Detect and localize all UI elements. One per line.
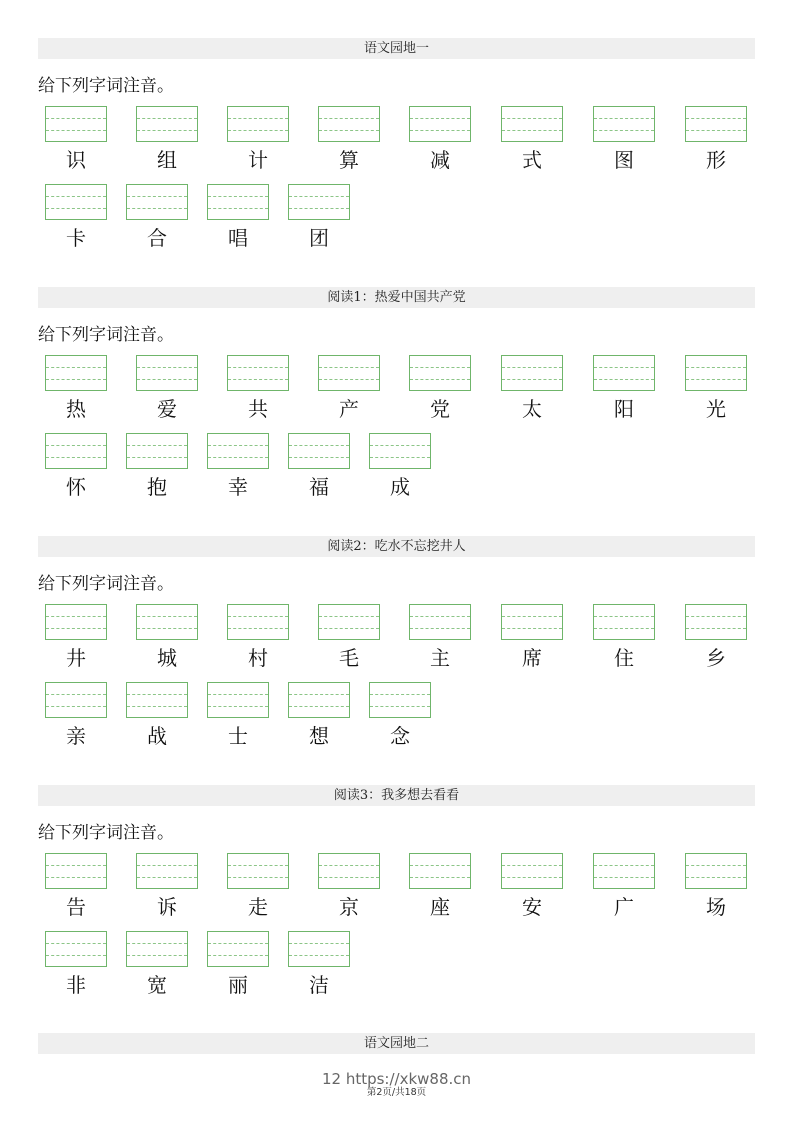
pinyin-writing-box[interactable] <box>136 106 198 142</box>
instruction-text: 给下列字词注音。 <box>38 823 174 843</box>
hanzi-character: 太 <box>522 397 542 421</box>
pinyin-writing-box[interactable] <box>288 682 350 718</box>
pinyin-writing-box[interactable] <box>227 106 289 142</box>
guide-line <box>410 367 470 368</box>
hanzi-character: 阳 <box>614 397 634 421</box>
guide-line <box>289 955 349 956</box>
hanzi-character: 形 <box>706 148 726 172</box>
guide-line <box>410 865 470 866</box>
pinyin-writing-box[interactable] <box>136 355 198 391</box>
guide-line <box>228 367 288 368</box>
hanzi-character: 共 <box>248 397 268 421</box>
hanzi-character: 安 <box>522 895 542 919</box>
pinyin-writing-box[interactable] <box>593 604 655 640</box>
hanzi-character: 乡 <box>706 646 726 670</box>
pinyin-writing-box[interactable] <box>45 682 107 718</box>
pinyin-writing-box[interactable] <box>45 184 107 220</box>
guide-line <box>502 628 562 629</box>
hanzi-character: 毛 <box>339 646 359 670</box>
instruction-text: 给下列字词注音。 <box>38 76 174 96</box>
hanzi-character: 广 <box>614 895 634 919</box>
guide-line <box>46 445 106 446</box>
guide-line <box>208 943 268 944</box>
page-indicator: 第2页/共18页 <box>366 1087 427 1098</box>
guide-line <box>127 457 187 458</box>
guide-line <box>46 367 106 368</box>
instruction-text: 给下列字词注音。 <box>38 325 174 345</box>
pinyin-writing-box[interactable] <box>685 604 747 640</box>
guide-line <box>686 865 746 866</box>
pinyin-writing-box[interactable] <box>227 853 289 889</box>
guide-line <box>208 457 268 458</box>
footer-watermark: 12 https://xkw88.cn <box>321 1070 472 1088</box>
guide-line <box>137 379 197 380</box>
pinyin-writing-box[interactable] <box>207 682 269 718</box>
hanzi-character: 合 <box>147 226 167 250</box>
hanzi-character: 算 <box>339 148 359 172</box>
hanzi-character: 热 <box>66 397 86 421</box>
pinyin-writing-box[interactable] <box>369 682 431 718</box>
guide-line <box>208 694 268 695</box>
guide-line <box>46 379 106 380</box>
guide-line <box>289 445 349 446</box>
pinyin-writing-box[interactable] <box>685 853 747 889</box>
hanzi-character: 城 <box>157 646 177 670</box>
hanzi-character: 丽 <box>228 973 248 997</box>
hanzi-character: 住 <box>614 646 634 670</box>
hanzi-character: 唱 <box>228 226 248 250</box>
pinyin-writing-box[interactable] <box>501 853 563 889</box>
section-title: 阅读2：吃水不忘挖井人 <box>38 536 755 557</box>
guide-line <box>502 130 562 131</box>
pinyin-writing-box[interactable] <box>409 355 471 391</box>
pinyin-writing-box[interactable] <box>501 355 563 391</box>
guide-line <box>370 706 430 707</box>
guide-line <box>319 877 379 878</box>
guide-line <box>228 118 288 119</box>
hanzi-character: 士 <box>228 724 248 748</box>
guide-line <box>686 118 746 119</box>
guide-line <box>208 196 268 197</box>
guide-line <box>228 130 288 131</box>
guide-line <box>228 379 288 380</box>
guide-line <box>127 706 187 707</box>
pinyin-writing-box[interactable] <box>45 433 107 469</box>
pinyin-writing-box[interactable] <box>126 931 188 967</box>
hanzi-character: 卡 <box>66 226 86 250</box>
section-title: 语文园地一 <box>38 38 755 59</box>
guide-line <box>127 196 187 197</box>
guide-line <box>289 196 349 197</box>
guide-line <box>319 379 379 380</box>
guide-line <box>46 943 106 944</box>
guide-line <box>410 130 470 131</box>
guide-line <box>319 118 379 119</box>
pinyin-writing-box[interactable] <box>318 853 380 889</box>
guide-line <box>410 616 470 617</box>
guide-line <box>46 877 106 878</box>
pinyin-writing-box[interactable] <box>501 106 563 142</box>
section-title: 语文园地二 <box>38 1033 755 1054</box>
pinyin-writing-box[interactable] <box>45 604 107 640</box>
guide-line <box>502 379 562 380</box>
guide-line <box>502 865 562 866</box>
hanzi-character: 福 <box>309 475 329 499</box>
guide-line <box>46 208 106 209</box>
pinyin-writing-box[interactable] <box>318 355 380 391</box>
guide-line <box>137 616 197 617</box>
pinyin-writing-box[interactable] <box>126 184 188 220</box>
guide-line <box>46 865 106 866</box>
hanzi-character: 井 <box>66 646 86 670</box>
guide-line <box>137 118 197 119</box>
guide-line <box>46 706 106 707</box>
guide-line <box>686 367 746 368</box>
hanzi-character: 抱 <box>147 475 167 499</box>
hanzi-character: 战 <box>147 724 167 748</box>
hanzi-character: 想 <box>309 724 329 748</box>
guide-line <box>686 628 746 629</box>
guide-line <box>319 628 379 629</box>
pinyin-writing-box[interactable] <box>227 355 289 391</box>
pinyin-writing-box[interactable] <box>593 853 655 889</box>
hanzi-character: 计 <box>248 148 268 172</box>
guide-line <box>370 694 430 695</box>
guide-line <box>410 628 470 629</box>
hanzi-character: 告 <box>66 895 86 919</box>
hanzi-character: 减 <box>430 148 450 172</box>
guide-line <box>127 943 187 944</box>
guide-line <box>370 445 430 446</box>
hanzi-character: 场 <box>706 895 726 919</box>
guide-line <box>228 628 288 629</box>
guide-line <box>46 196 106 197</box>
pinyin-writing-box[interactable] <box>136 853 198 889</box>
guide-line <box>228 877 288 878</box>
guide-line <box>137 628 197 629</box>
hanzi-character: 团 <box>309 226 329 250</box>
pinyin-writing-box[interactable] <box>369 433 431 469</box>
pinyin-writing-box[interactable] <box>227 604 289 640</box>
guide-line <box>46 616 106 617</box>
guide-line <box>594 118 654 119</box>
guide-line <box>502 118 562 119</box>
worksheet-section <box>38 785 755 1025</box>
hanzi-character: 党 <box>430 397 450 421</box>
pinyin-writing-box[interactable] <box>409 853 471 889</box>
hanzi-character: 走 <box>248 895 268 919</box>
pinyin-writing-box[interactable] <box>207 433 269 469</box>
pinyin-writing-box[interactable] <box>318 604 380 640</box>
worksheet-section <box>38 287 755 527</box>
pinyin-writing-box[interactable] <box>126 682 188 718</box>
pinyin-writing-box[interactable] <box>593 355 655 391</box>
guide-line <box>594 379 654 380</box>
guide-line <box>370 457 430 458</box>
guide-line <box>46 130 106 131</box>
guide-line <box>208 208 268 209</box>
pinyin-writing-box[interactable] <box>593 106 655 142</box>
guide-line <box>137 877 197 878</box>
guide-line <box>46 457 106 458</box>
guide-line <box>594 616 654 617</box>
guide-line <box>594 877 654 878</box>
hanzi-character: 爱 <box>157 397 177 421</box>
pinyin-writing-box[interactable] <box>685 355 747 391</box>
guide-line <box>127 445 187 446</box>
guide-line <box>410 877 470 878</box>
guide-line <box>289 694 349 695</box>
hanzi-character: 式 <box>522 148 542 172</box>
guide-line <box>289 943 349 944</box>
pinyin-writing-box[interactable] <box>288 931 350 967</box>
section-title: 阅读3：我多想去看看 <box>38 785 755 806</box>
hanzi-character: 图 <box>614 148 634 172</box>
guide-line <box>594 130 654 131</box>
hanzi-character: 组 <box>157 148 177 172</box>
pinyin-writing-box[interactable] <box>45 931 107 967</box>
guide-line <box>319 367 379 368</box>
guide-line <box>502 367 562 368</box>
hanzi-character: 成 <box>390 475 410 499</box>
guide-line <box>127 694 187 695</box>
hanzi-character: 村 <box>248 646 268 670</box>
hanzi-character: 念 <box>390 724 410 748</box>
worksheet-section <box>38 536 755 776</box>
hanzi-character: 非 <box>66 973 86 997</box>
pinyin-writing-box[interactable] <box>288 184 350 220</box>
pinyin-writing-box[interactable] <box>318 106 380 142</box>
hanzi-character: 识 <box>66 148 86 172</box>
hanzi-character: 宽 <box>147 973 167 997</box>
guide-line <box>208 955 268 956</box>
guide-line <box>686 877 746 878</box>
hanzi-character: 座 <box>430 895 450 919</box>
worksheet-section <box>38 38 755 278</box>
pinyin-writing-box[interactable] <box>207 184 269 220</box>
guide-line <box>319 616 379 617</box>
hanzi-character: 光 <box>706 397 726 421</box>
hanzi-character: 怀 <box>66 475 86 499</box>
guide-line <box>410 118 470 119</box>
pinyin-writing-box[interactable] <box>409 604 471 640</box>
hanzi-character: 产 <box>339 397 359 421</box>
hanzi-character: 幸 <box>228 475 248 499</box>
hanzi-character: 洁 <box>309 973 329 997</box>
pinyin-writing-box[interactable] <box>126 433 188 469</box>
hanzi-character: 席 <box>522 646 542 670</box>
pinyin-writing-box[interactable] <box>501 604 563 640</box>
section-title: 阅读1：热爱中国共产党 <box>38 287 755 308</box>
guide-line <box>502 877 562 878</box>
guide-line <box>208 445 268 446</box>
guide-line <box>46 955 106 956</box>
hanzi-character: 亲 <box>66 724 86 748</box>
guide-line <box>502 616 562 617</box>
guide-line <box>289 457 349 458</box>
hanzi-character: 诉 <box>157 895 177 919</box>
guide-line <box>594 628 654 629</box>
pinyin-writing-box[interactable] <box>45 355 107 391</box>
guide-line <box>289 706 349 707</box>
hanzi-character: 京 <box>339 895 359 919</box>
pinyin-writing-box[interactable] <box>45 106 107 142</box>
guide-line <box>686 379 746 380</box>
guide-line <box>319 130 379 131</box>
guide-line <box>46 628 106 629</box>
guide-line <box>594 367 654 368</box>
guide-line <box>137 367 197 368</box>
guide-line <box>208 706 268 707</box>
guide-line <box>686 616 746 617</box>
guide-line <box>228 616 288 617</box>
guide-line <box>137 130 197 131</box>
guide-line <box>46 118 106 119</box>
guide-line <box>594 865 654 866</box>
pinyin-writing-box[interactable] <box>288 433 350 469</box>
pinyin-writing-box[interactable] <box>45 853 107 889</box>
pinyin-writing-box[interactable] <box>685 106 747 142</box>
guide-line <box>686 130 746 131</box>
pinyin-writing-box[interactable] <box>136 604 198 640</box>
guide-line <box>228 865 288 866</box>
guide-line <box>137 865 197 866</box>
guide-line <box>410 379 470 380</box>
guide-line <box>319 865 379 866</box>
pinyin-writing-box[interactable] <box>409 106 471 142</box>
pinyin-writing-box[interactable] <box>207 931 269 967</box>
guide-line <box>289 208 349 209</box>
instruction-text: 给下列字词注音。 <box>38 574 174 594</box>
guide-line <box>127 955 187 956</box>
guide-line <box>127 208 187 209</box>
hanzi-character: 主 <box>430 646 450 670</box>
guide-line <box>46 694 106 695</box>
